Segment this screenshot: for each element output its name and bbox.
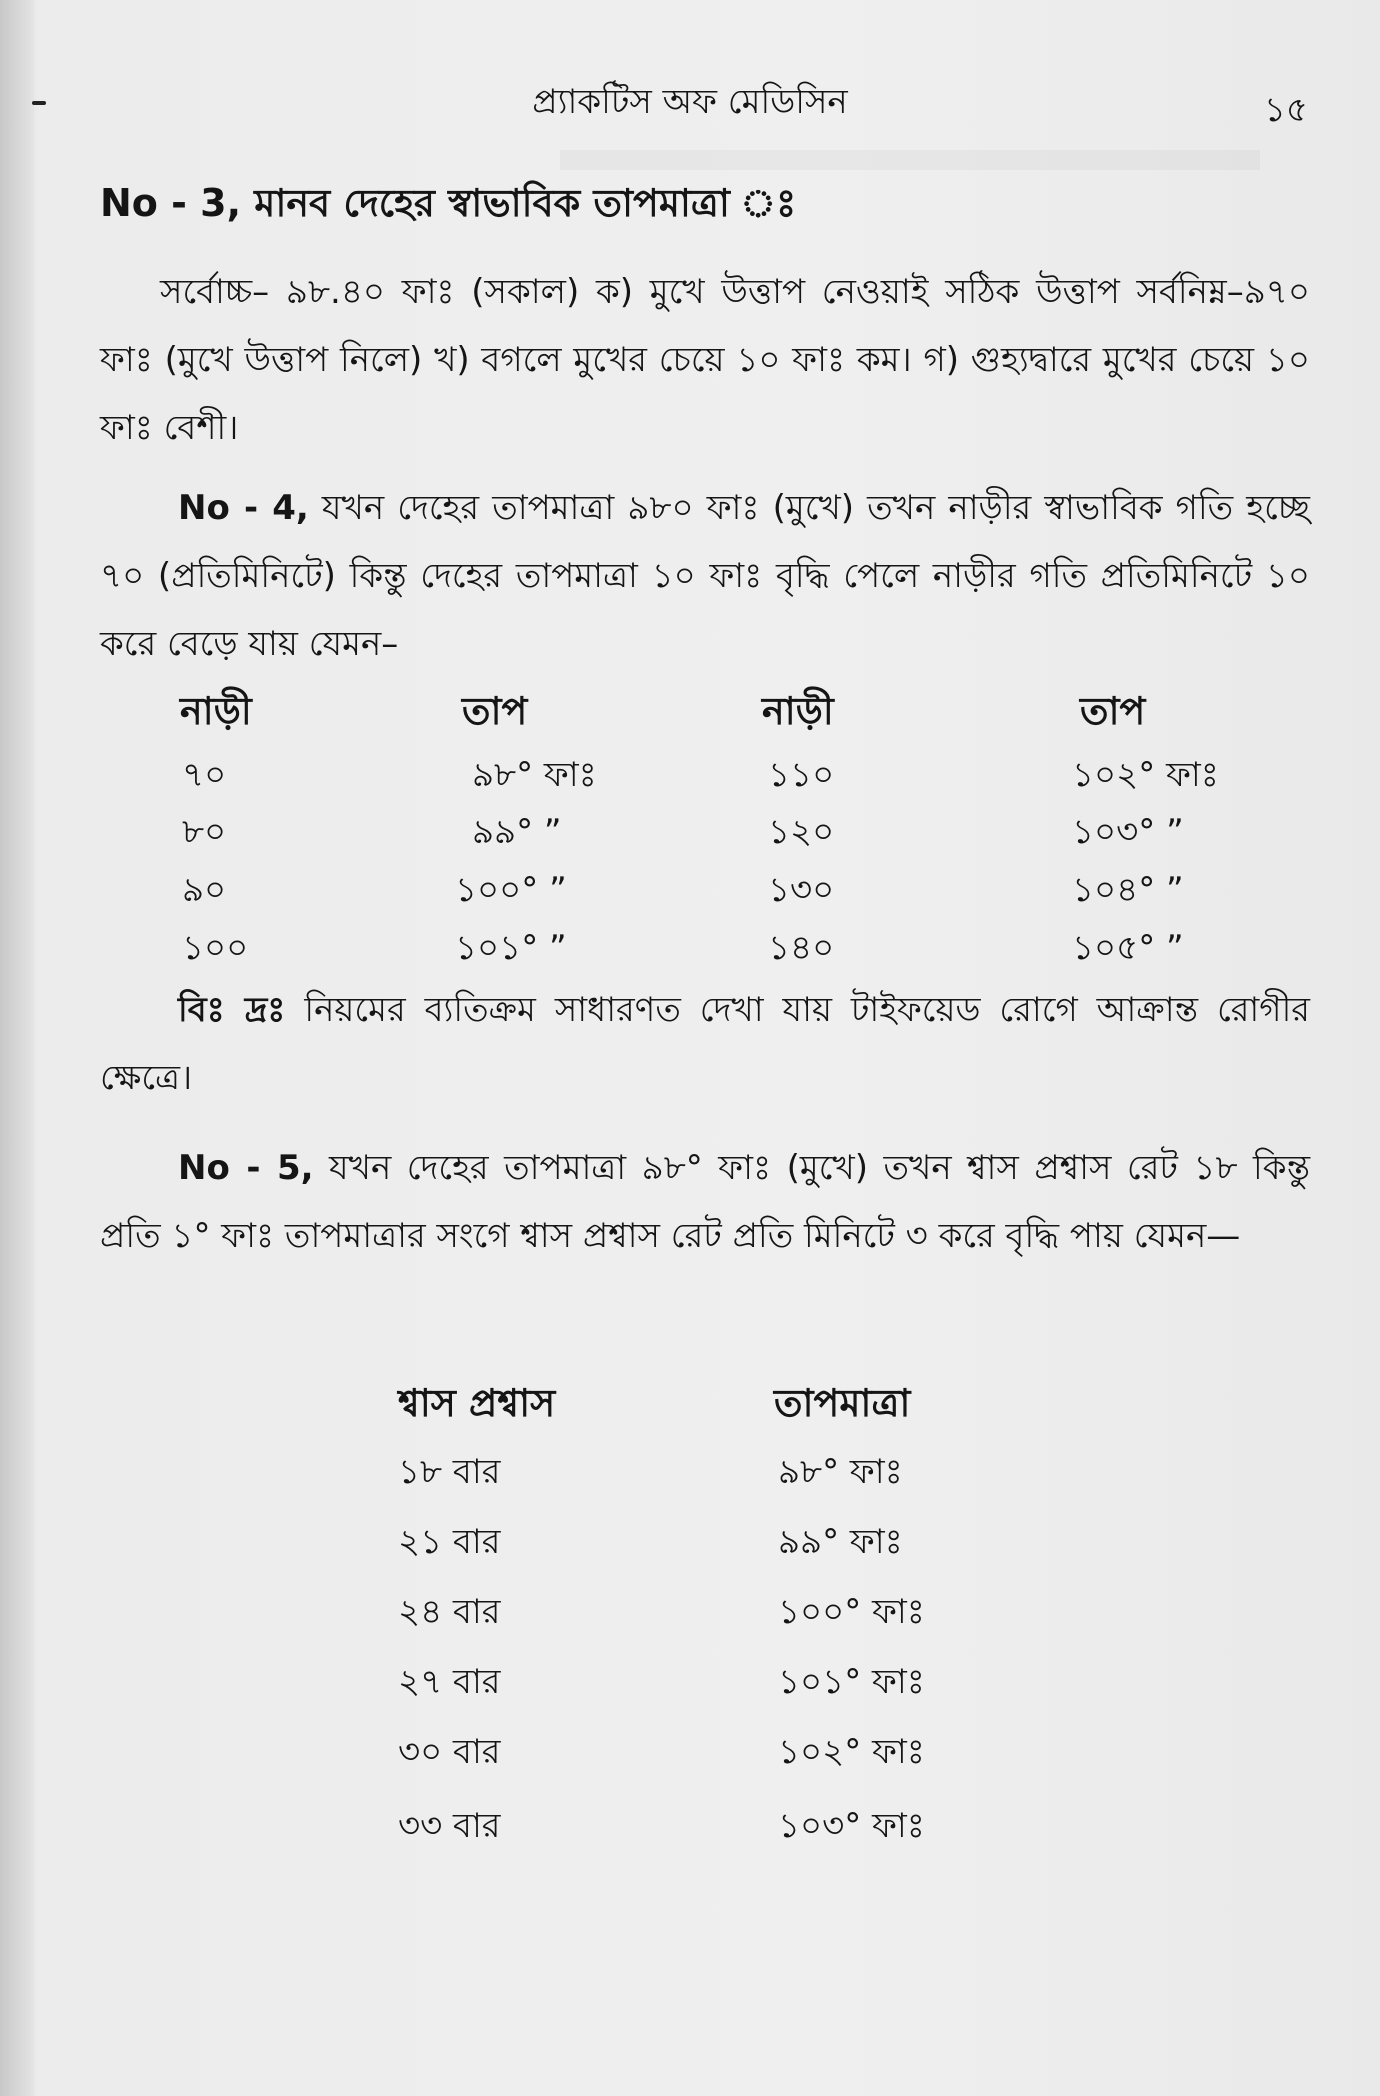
table-cell: ১৮ বার [398,1452,501,1492]
section-5-body: যখন দেহের তাপমাত্রা ৯৮° ফাঃ (মুখে) তখন শ্বাস প্রশ্বাস রেট ১৮ কিন্তু প্রতি ১° ফাঃ তাপমাত্রার সংগে শ্বাস প্রশ্বাস রেট প্রতি মিনিটে ৩ করে বৃদ্ধি পায় যেমন— [100,1148,1310,1256]
section-5-text [100,1134,1310,1270]
table-header: তাপ [1080,689,1146,733]
table-cell: ৭০ [182,755,227,795]
table-cell: ১০২° ফাঃ [778,1732,925,1772]
table-cell: ১০০° ” [455,870,567,910]
section-3-text: সর্বোচ্চ– ৯৮.৪০ ফাঃ (সকাল) ক) মুখে উত্তাপ নেওয়াই সঠিক উত্তাপ সর্বনিম্ন–৯৭০ ফাঃ (মুখে উত্তাপ নিলে) খ) বগলে মুখের চেয়ে ১০ ফাঃ কম। গ) গুহ্যদ্বারে মুখের চেয়ে ১০ ফাঃ বেশী। [100,272,1310,448]
table-cell: ২১ বার [398,1522,501,1562]
table-cell: ৩৩ বার [398,1806,501,1846]
table-header: নাড়ী [180,689,252,733]
table-cell: ১২০ [768,812,835,852]
section-4-body: যখন দেহের তাপমাত্রা ৯৮০ ফাঃ (মুখে) তখন নাড়ীর স্বাভাবিক গতি হচ্ছে ৭০ (প্রতিমিনিটে) কিন্তু দেহের তাপমাত্রা ১০ ফাঃ বৃদ্ধি পেলে নাড়ীর গতি প্রতিমিনিটে ১০ করে বেড়ে যায় যেমন– [100,488,1310,664]
table-cell: ৯৯° ” [472,812,562,852]
table-cell: ২৭ বার [398,1662,501,1702]
table-cell: ৮০ [182,812,227,852]
table-cell: ১০৩° ” [1072,812,1184,852]
table-header: তাপমাত্রা [774,1381,911,1425]
table-cell: ১৩০ [768,870,835,910]
note [100,976,1310,1112]
table-cell: ১০৩° ফাঃ [778,1806,925,1846]
table-cell: ১৪০ [768,928,835,968]
table-cell: ১০১° ফাঃ [778,1662,925,1702]
page-spine-shadow [0,0,34,2096]
table-cell: ১০৪° ” [1072,870,1184,910]
section-3-heading: No - 3, মানব দেহের স্বাভাবিক তাপমাত্রা ঃ [100,181,797,225]
note-label: বিঃ দ্রঃ [178,990,286,1030]
table-cell: ২৪ বার [398,1592,501,1632]
table-cell: ৯৯° ফাঃ [778,1522,903,1562]
table-cell: ৯০ [182,870,227,910]
table-cell: ১০০° ফাঃ [778,1592,925,1632]
table-header: শ্বাস প্রশ্বাস [398,1381,556,1425]
bleed-through-shadow [560,150,1260,170]
table-cell: ১০২° ফাঃ [1072,755,1219,795]
table-header: নাড়ী [762,689,834,733]
note-text: নিয়মের ব্যতিক্রম সাধারণত দেখা যায় টাইফয়েড রোগে আক্রান্ত রোগীর ক্ষেত্রে। [100,990,1311,1098]
section-4-label: No - 4, [178,488,309,528]
section-4-text [100,474,1310,678]
section-5-label: No - 5, [178,1148,314,1188]
table-header: তাপ [462,689,528,733]
page-number: ১৫ [1263,90,1308,130]
table-cell: ১০৫° ” [1072,928,1184,968]
table-cell: ৯৮° ফাঃ [472,755,597,795]
table-cell: ১০১° ” [455,928,567,968]
table-cell: ১১০ [768,755,835,795]
table-cell: ৯৮° ফাঃ [778,1452,903,1492]
table-cell: ৩০ বার [398,1732,501,1772]
running-head: প্র্যাকটিস অফ মেডিসিন [532,82,848,122]
table-cell: ১০০ [182,928,249,968]
